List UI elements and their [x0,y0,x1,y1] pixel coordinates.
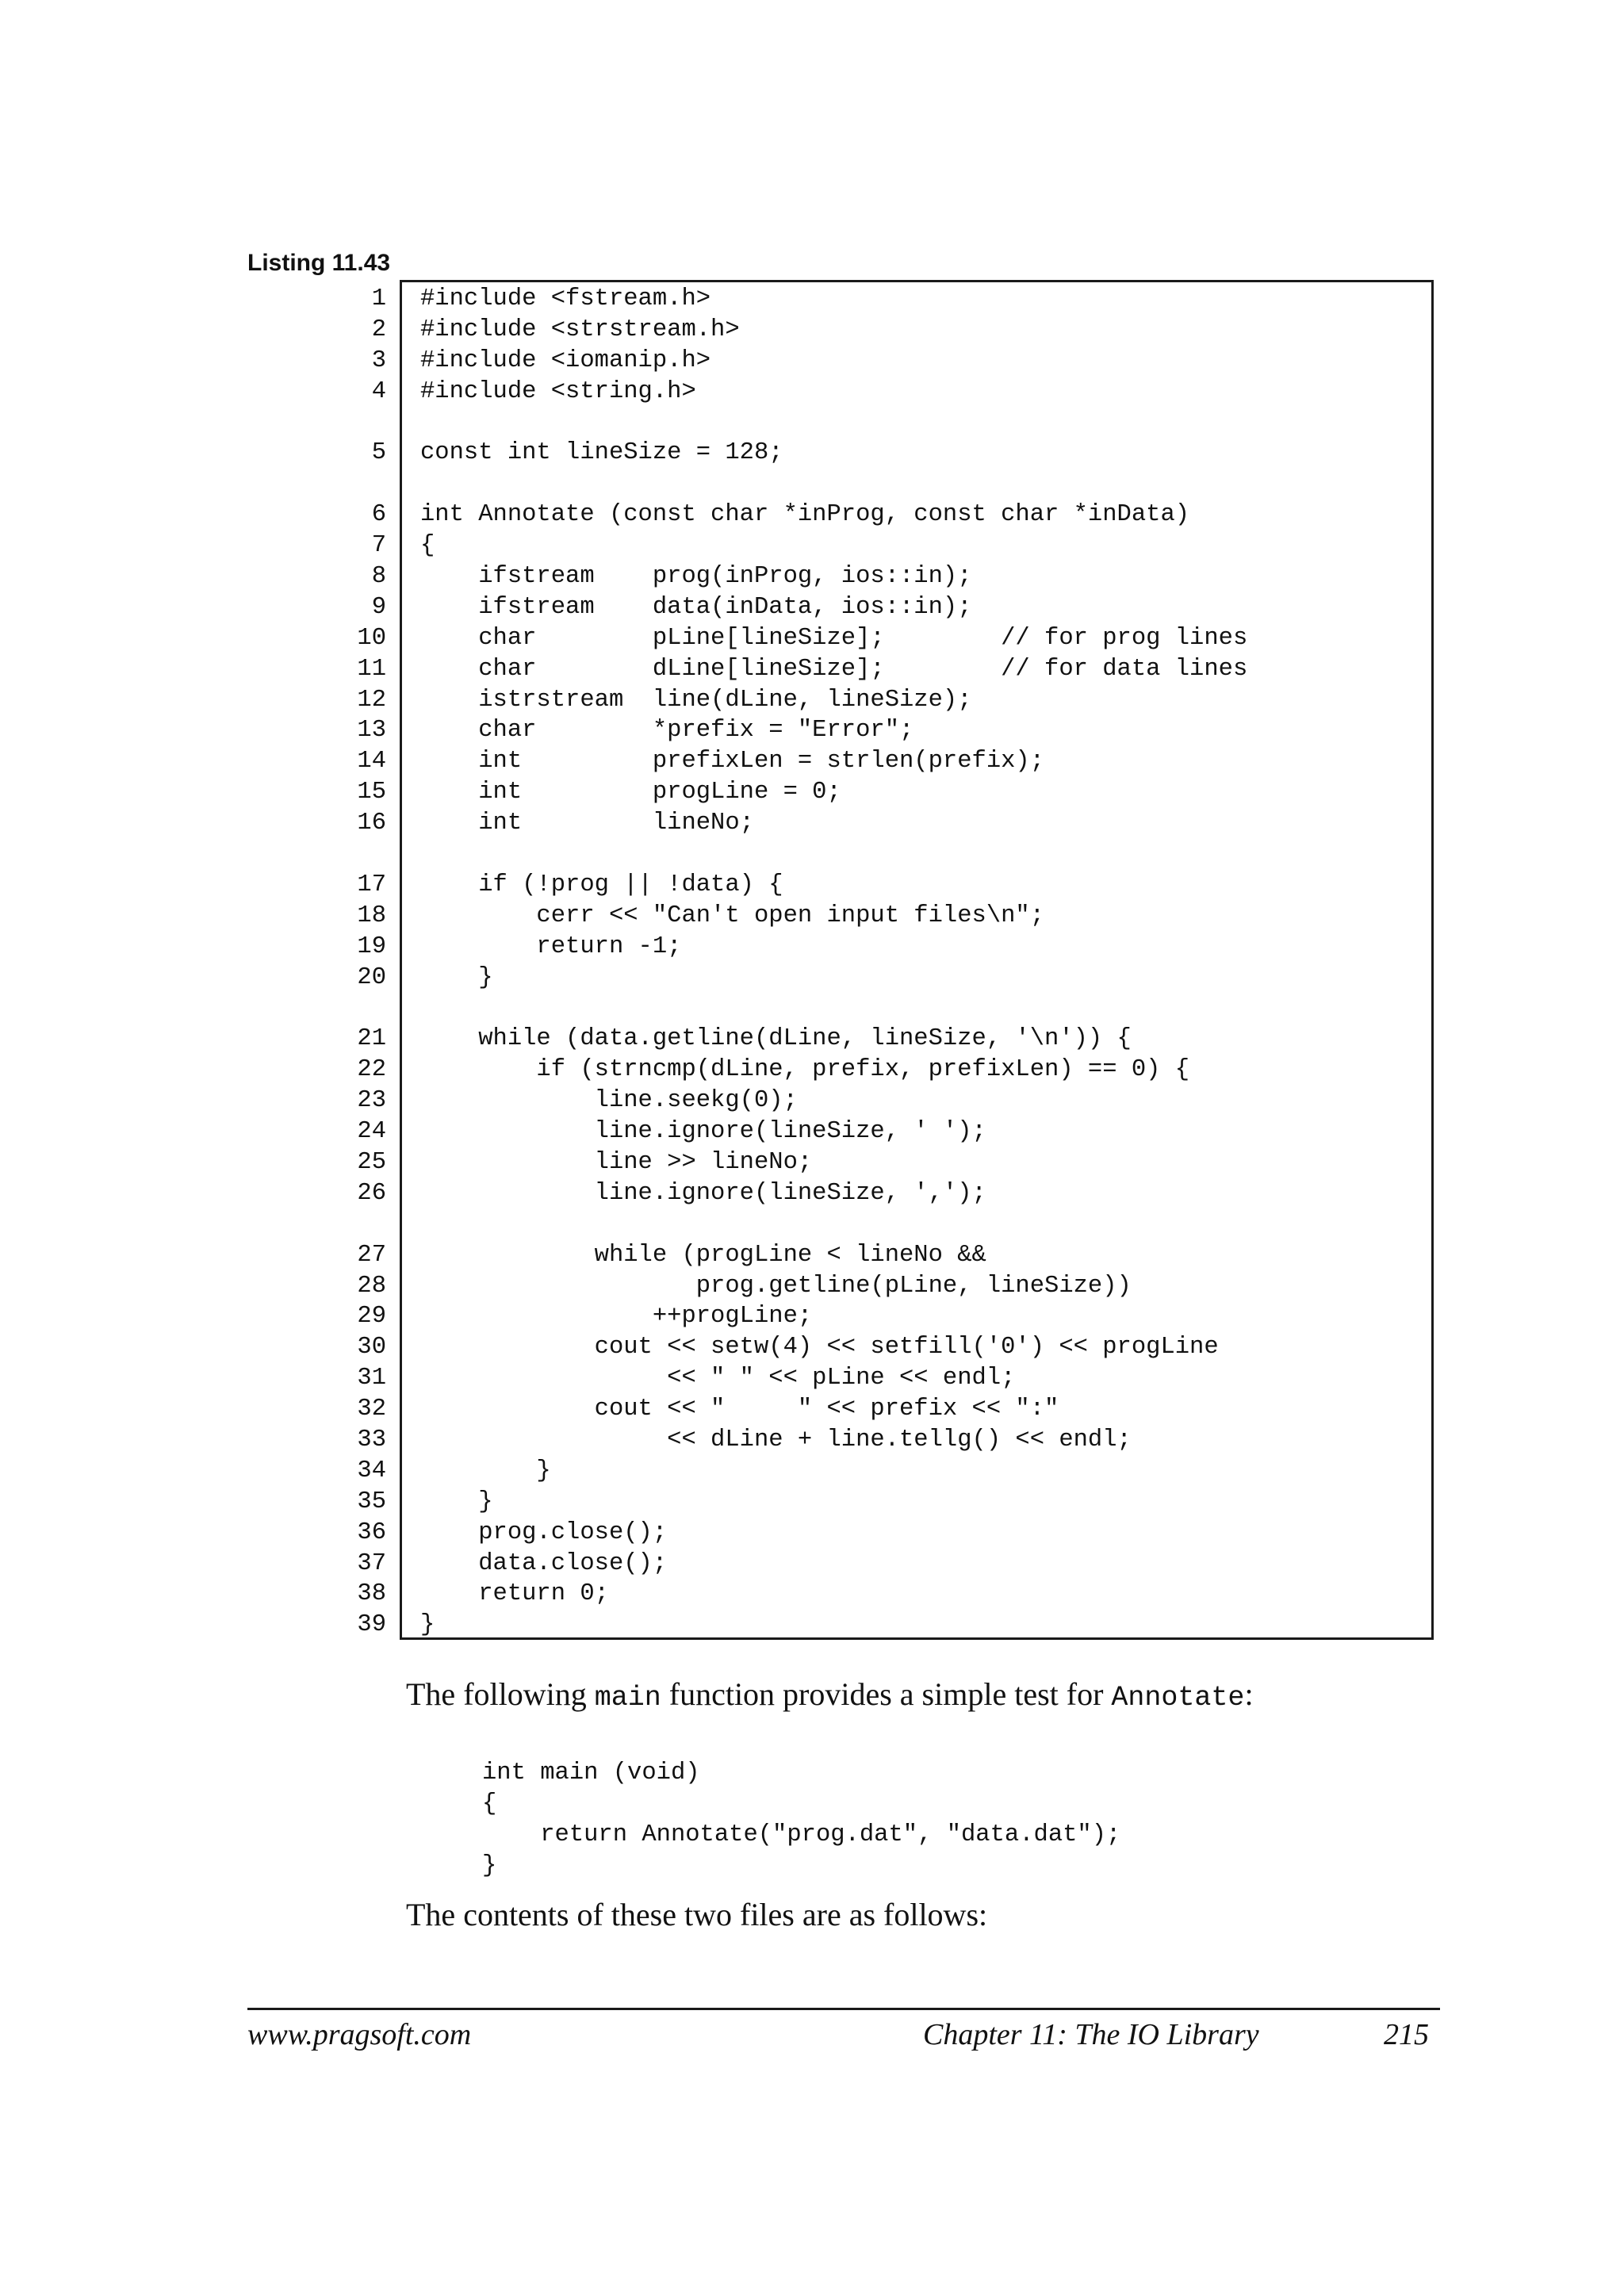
code-line [247,561,1437,592]
code-text: int main (void) [482,1760,700,1787]
code-line [247,1456,1437,1487]
code-line [247,1240,1437,1271]
code-text: #include <strstream.h> [420,316,740,343]
listing-title: Listing 11.43 [247,250,391,276]
code-text: istrstream line(dLine, lineSize); [420,686,972,714]
blank-line [247,1209,1437,1240]
footer-chapter: Chapter 11: The IO Library [923,2018,1259,2051]
line-number: 32 [357,1396,386,1423]
line-number: 1 [371,285,386,312]
line-number: 17 [357,871,386,898]
line-number: 25 [357,1148,386,1176]
line-number: 24 [357,1118,386,1146]
code-text: return 0; [420,1580,609,1608]
code-text: line.ignore(lineSize, ','); [420,1179,986,1207]
example-code-line [482,1851,1275,1882]
code-line [247,592,1437,623]
code-text: } [420,1457,551,1484]
code-text: int lineNo; [420,810,754,837]
code-line [247,1301,1437,1332]
code-text: << dLine + line.tellg() << endl; [420,1426,1132,1453]
code-text: line >> lineNo; [420,1148,813,1176]
footer-website: www.pragsoft.com [247,2018,472,2051]
line-number: 9 [371,593,386,621]
code-line [247,500,1437,530]
code-text: char *prefix = "Error"; [420,717,914,745]
line-number: 11 [357,655,386,683]
line-number: 34 [357,1457,386,1484]
code-text: prog.close(); [420,1518,668,1546]
code-text: cout << " " << prefix << ":" [420,1396,1059,1423]
code-text: cerr << "Can't open input files\n"; [420,902,1045,929]
footer-page-number: 215 [1384,2018,1429,2051]
line-number: 15 [357,779,386,806]
code-line [247,1549,1437,1580]
line-number: 33 [357,1426,386,1453]
code-line [247,901,1437,932]
code-text: while (data.getline(dLine, lineSize, '\n')) { [420,1025,1132,1053]
line-number: 26 [357,1179,386,1207]
blank-line [247,839,1437,870]
line-number: 35 [357,1488,386,1515]
code-text: } [482,1852,497,1879]
code-text: ifstream data(inData, ios::in); [420,593,972,621]
code-line [247,1055,1437,1086]
code-line [247,808,1437,839]
code-line [247,1178,1437,1209]
code-text: line.seekg(0); [420,1087,798,1115]
blank-line [247,469,1437,500]
line-number: 39 [357,1611,386,1639]
code-line [247,1610,1437,1641]
line-number: 29 [357,1303,386,1331]
code-line [247,438,1437,469]
code-text: return Annotate("prog.dat", "data.dat"); [482,1821,1121,1848]
code-line [247,685,1437,716]
line-number: 12 [357,686,386,714]
inline-code-annotate: Annotate [1111,1682,1245,1714]
code-line [247,1086,1437,1116]
code-text: const int lineSize = 128; [420,439,783,467]
code-text: #include <fstream.h> [420,285,711,312]
line-number: 20 [357,963,386,991]
code-text: } [420,963,493,991]
code-text: } [420,1488,493,1515]
code-text: prog.getline(pLine, lineSize)) [420,1272,1132,1300]
line-number: 16 [357,810,386,837]
line-number: 31 [357,1365,386,1392]
line-number: 37 [357,1549,386,1577]
line-number: 18 [357,902,386,929]
code-line [247,1487,1437,1518]
line-number: 2 [371,316,386,343]
line-number: 28 [357,1272,386,1300]
code-text: line.ignore(lineSize, ' '); [420,1118,986,1146]
line-number: 38 [357,1580,386,1608]
paragraph-text: : [1244,1676,1254,1712]
code-text: data.close(); [420,1549,668,1577]
example-code [482,1758,1275,1882]
code-text: #include <iomanip.h> [420,347,711,374]
line-number: 19 [357,933,386,960]
code-text: ++progLine; [420,1303,813,1331]
code-text: while (progLine < lineNo && [420,1241,986,1269]
code-text: { [420,532,435,560]
code-line [247,932,1437,963]
code-line [247,623,1437,654]
code-line [247,1147,1437,1178]
line-number: 36 [357,1518,386,1546]
code-line [247,715,1437,746]
line-number: 10 [357,624,386,652]
blank-line [247,993,1437,1024]
code-lines [247,284,1437,1641]
code-text: if (!prog || !data) { [420,871,783,898]
code-text: char pLine[lineSize]; // for prog lines [420,624,1248,652]
code-text: if (strncmp(dLine, prefix, prefixLen) == 0) { [420,1056,1190,1084]
code-line [247,1518,1437,1549]
code-text: return -1; [420,933,682,960]
code-text: cout << setw(4) << setfill('0') << progLine [420,1334,1219,1361]
code-text: int progLine = 0; [420,779,841,806]
code-line [247,870,1437,901]
paragraph-intro [406,1675,1254,1718]
line-number: 8 [371,563,386,591]
code-line [247,1332,1437,1363]
line-number: 23 [357,1087,386,1115]
code-text: ifstream prog(inProg, ios::in); [420,563,972,591]
example-code-line [482,1758,1275,1789]
code-line [247,1425,1437,1456]
code-line [247,1363,1437,1394]
line-number: 4 [371,377,386,405]
line-number: 13 [357,717,386,745]
code-text: { [482,1790,497,1817]
inline-code-main: main [594,1682,661,1714]
paragraph-files: The contents of these two files are as follows: [406,1897,988,1932]
code-line [247,315,1437,346]
footer-rule [247,2008,1440,2010]
line-number: 3 [371,347,386,374]
line-number: 27 [357,1241,386,1269]
example-code-line [482,1820,1275,1851]
line-number: 22 [357,1056,386,1084]
code-line [247,654,1437,685]
line-number: 7 [371,532,386,560]
example-code-line [482,1789,1275,1820]
paragraph-text: The following [406,1676,595,1712]
code-text: char dLine[lineSize]; // for data lines [420,655,1248,683]
code-line [247,777,1437,808]
code-text: } [420,1611,435,1639]
line-number: 5 [371,439,386,467]
code-line [247,1116,1437,1147]
paragraph-text: function provides a simple test for [661,1676,1112,1712]
code-line [247,377,1437,408]
code-line [247,963,1437,994]
code-text: << " " << pLine << endl; [420,1365,1016,1392]
line-number: 30 [357,1334,386,1361]
code-line [247,1579,1437,1610]
code-line [247,530,1437,561]
code-line [247,1024,1437,1055]
code-line [247,284,1437,315]
code-line [247,1271,1437,1302]
code-line [247,346,1437,377]
code-text: int Annotate (const char *inProg, const char *inData) [420,501,1190,529]
line-number: 21 [357,1025,386,1053]
code-line [247,1394,1437,1425]
blank-line [247,408,1437,439]
line-number: 6 [371,501,386,529]
code-line [247,746,1437,777]
code-text: int prefixLen = strlen(prefix); [420,748,1045,776]
code-text: #include <string.h> [420,377,696,405]
line-number: 14 [357,748,386,776]
